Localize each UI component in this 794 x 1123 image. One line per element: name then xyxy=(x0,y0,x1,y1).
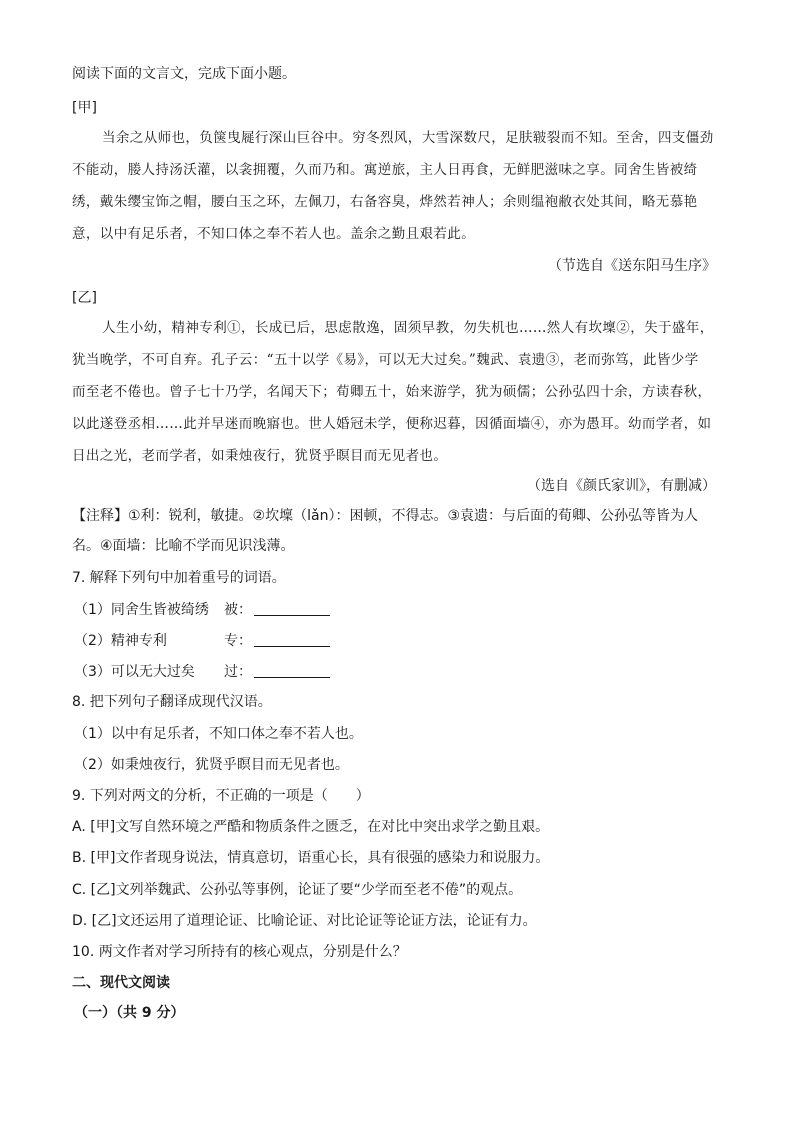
question-9-option-b: B. [甲]文作者现身说法，情真意切，语重心长，具有很强的感染力和说服力。 xyxy=(72,850,550,866)
item-sentence: （3）可以无大过矣 xyxy=(74,664,195,680)
passage-yi-line: 而至老不倦也。曾子七十乃学，名闻天下；荀卿五十，始来游学，犹为硕儒；公孙弘四十余，方读春秋， xyxy=(72,384,712,400)
item-sentence: （2）精神专利 xyxy=(74,633,167,649)
question-9-option-a: A. [甲]文写自然环境之严酷和物质条件之匮乏，在对比中突出求学之勤且艰。 xyxy=(72,819,550,835)
passage-yi-label: [乙] xyxy=(72,290,97,306)
passage-jia-line: 不能动，媵人持汤沃灌，以衾拥覆，久而乃和。寓逆旅，主人日再食，无鲜肥滋味之享。同舍生皆被绮 xyxy=(72,162,698,178)
passage-yi-line: 日出之光，老而学者，如秉烛夜行，犹贤乎瞑目而无见者也。 xyxy=(72,448,448,464)
passage-jia-label: [甲] xyxy=(72,100,97,116)
question-8-stem: 8. 把下列句子翻译成现代汉语。 xyxy=(72,694,272,710)
question-7-item xyxy=(74,600,330,620)
passage-jia-line: 绣，戴朱缨宝饰之帽，腰白玉之环，左佩刀，右备容臭，烨然若神人；余则缊袍敝衣处其间，略无慕艳 xyxy=(72,194,698,210)
answer-blank[interactable] xyxy=(254,632,330,647)
annotation-notes: 名。④面墙：比喻不学而见识浅薄。 xyxy=(72,538,295,554)
passage-yi-line: 人生小幼，精神专利①，长成已后，思虑散逸，固须早教，勿失机也……然人有坎壈②，失于盛年， xyxy=(102,320,714,336)
question-8-item: （2）如秉烛夜行，犹贤乎瞑目而无见者也。 xyxy=(74,757,349,773)
item-sentence: （1）同舍生皆被绮绣 xyxy=(74,602,209,618)
passage-yi-line: 以此遂登丞相……此并早迷而晚寤也。世人婚冠未学，便称迟暮，因循面墙④，亦为愚耳。幼而学者，如 xyxy=(72,416,712,432)
item-word: 过： xyxy=(224,664,252,680)
passage-jia-source: （节选自《送东阳马生序》 xyxy=(548,258,716,274)
annotation-notes: 【注释】①利：锐利，敏捷。②坎壈（lǎn）：困顿，不得志。③袁遗：与后面的荀卿、公孙弘等皆为人 xyxy=(72,508,698,524)
question-9-option-d: D. [乙]文还运用了道理论证、比喻论证、对比论证等论证方法，论证有力。 xyxy=(72,913,537,929)
question-10-stem: 10. 两文作者对学习所持有的核心观点，分别是什么？ xyxy=(72,944,407,960)
answer-blank[interactable] xyxy=(254,663,330,678)
question-7-item xyxy=(74,631,330,651)
question-7-stem: 7. 解释下列句中加着重号的词语。 xyxy=(72,570,286,586)
passage-jia-line: 意，以中有足乐者，不知口体之奉不若人也。盖余之勤且艰若此。 xyxy=(72,226,476,242)
passage-yi-line: 犹当晚学，不可自弃。孔子云：“五十以学《易》，可以无大过矣。”魏武、袁遗③，老而弥笃，此皆少学 xyxy=(72,352,699,368)
subsection-heading: （一）（共 9 分） xyxy=(74,1005,185,1021)
item-word: 被： xyxy=(224,602,252,618)
passage-jia-line: 当余之从师也，负箧曳屣行深山巨谷中。穷冬烈风，大雪深数尺，足肤皲裂而不知。至舍，四支僵劲 xyxy=(102,130,714,146)
section-heading: 二、现代文阅读 xyxy=(72,975,170,991)
reading-instruction: 阅读下面的文言文，完成下面小题。 xyxy=(72,66,296,82)
question-8-item: （1）以中有足乐者，不知口体之奉不若人也。 xyxy=(74,726,363,742)
question-7-item xyxy=(74,662,330,682)
answer-blank[interactable] xyxy=(254,601,330,616)
question-9-option-c: C. [乙]文列举魏武、公孙弘等事例，论证了要“少学而至老不倦”的观点。 xyxy=(72,882,523,898)
question-9-stem: 9. 下列对两文的分析，不正确的一项是（ ） xyxy=(72,788,370,804)
item-word: 专： xyxy=(224,633,252,649)
passage-yi-source: （选自《颜氏家训》，有删减） xyxy=(527,478,716,494)
